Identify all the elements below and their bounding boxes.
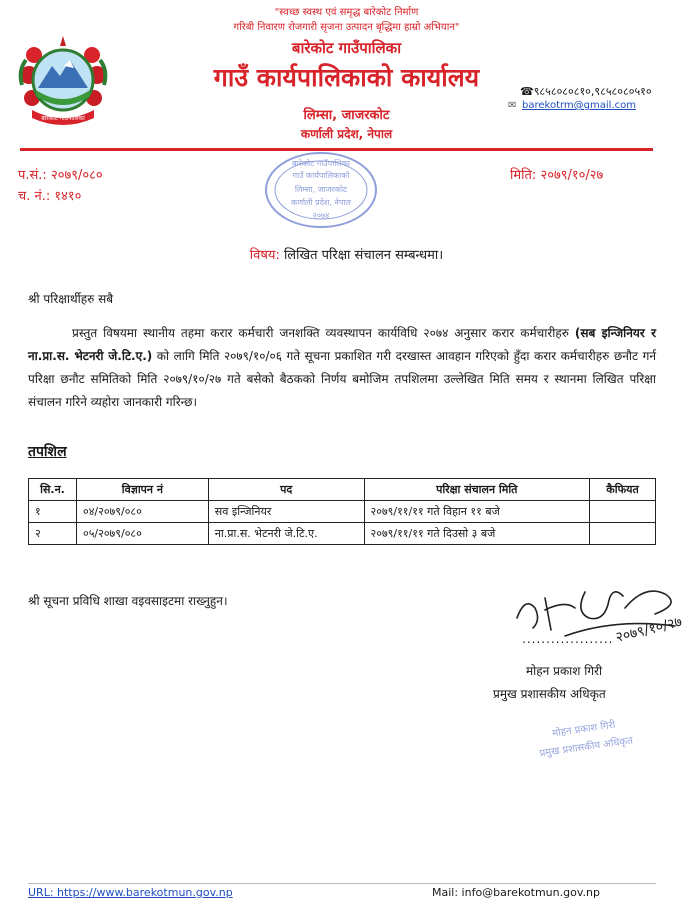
- slogan-line-2: गरिबी निवारण रोजगारी सृजना उत्पादन बृद्धिमा हाम्रो अभियान": [233, 22, 460, 33]
- date-label: मिति:: [510, 168, 537, 183]
- letter-date: [510, 165, 603, 183]
- body-posts: (सब इन्जिनियर र ना.प्रा.स. भेटनरी जे.टि.ए.): [28, 326, 656, 363]
- body-text-1: प्रस्तुत विषयमा स्थानीय तहमा करार कर्मचारी जनशक्ति व्यवस्थापन कार्यविधि २०७४ अनुसार करार कर्मचारीहरु: [72, 326, 569, 340]
- municipality-name: बारेकोट गाउँपालिका: [291, 39, 402, 57]
- signature-line: ...................: [522, 632, 614, 646]
- officer-stamp-line: प्रमुख प्रशासकीय अधिकृत: [539, 735, 634, 760]
- stamp-line: गाउँ कार्यपालिकाको: [292, 171, 350, 180]
- phone-contact: [520, 84, 652, 99]
- footer-divider: [28, 883, 656, 884]
- copy-to-note: श्री सूचना प्रविधि शाखा वइवसाइटमा राख्नुहुन।: [28, 594, 228, 608]
- officer-stamp: [520, 712, 650, 764]
- office-title: गाउँ कार्यपालिकाको कार्यालय: [213, 63, 480, 92]
- signatory-title: प्रमुख प्रशासकीय अधिकृत: [493, 687, 606, 701]
- column-header: पद: [208, 479, 364, 501]
- reference-label: प.सं.:: [18, 168, 47, 183]
- stamp-line: २०७४: [312, 211, 330, 220]
- date-value: २०७९/१०/२७: [540, 168, 604, 183]
- salutation: श्री परिक्षार्थीहरु सबै: [28, 292, 114, 306]
- office-stamp: [262, 150, 380, 230]
- table-cell: २: [29, 523, 77, 545]
- phone-icon: ☎: [520, 85, 534, 98]
- exam-schedule-table: [28, 478, 656, 545]
- stamp-line: बारेकोट गाउँपालिका: [292, 159, 350, 168]
- subject-label: विषय:: [249, 248, 280, 263]
- reference-value: २०७९/०८०: [50, 168, 103, 183]
- footer-mail: Mail: info@barekotmun.gov.np: [432, 886, 600, 899]
- officer-stamp-line: मोहन प्रकाश गिरी: [551, 719, 617, 740]
- table-cell: ०५/२०७९/०८०: [76, 523, 208, 545]
- table-cell: ना.प्रा.स. भेटनरी जे.टि.ए.: [208, 523, 364, 545]
- column-header: विज्ञापन नं: [76, 479, 208, 501]
- body-text-2: को लागि मिति २०७९/१०/०६ गते सूचना प्रकाशित गरी दरखास्त आवहान गरिएको हुँदा करार कर्मचारीहरु छनौट गर्न परिक्षा छनौट समितिको मिति २०७९/१०/२७ गते बसेको बैठकको निर्णय बमोजिम तपशिलमा उल्लेखित मिति समय र स्थानमा लिखित परिक्षा संचालन गरिने व्यहोरा जानकारी गरिन्छ।: [28, 349, 656, 409]
- column-header: कैफियत: [590, 479, 656, 501]
- emblem-ribbon-text: बारेकोट गाउँपालिका: [41, 115, 85, 122]
- subject-text: लिखित परिक्षा संचालन सम्बन्धमा।: [283, 248, 444, 263]
- footer-website-link[interactable]: URL: https://www.barekotmun.gov.np: [28, 886, 233, 899]
- dispatch-value: १४१०: [54, 189, 82, 204]
- table-cell: [590, 501, 656, 523]
- phone-number: ९८५८०८०८१०,९८५८०८०५१०: [533, 85, 652, 98]
- table-cell: ०४/२०७९/०८०: [76, 501, 208, 523]
- email-link[interactable]: barekotrm@gmail.com: [522, 100, 636, 111]
- table-header-row: [29, 479, 656, 501]
- stamp-line: कर्णाली प्रदेश, नेपाल: [291, 198, 351, 207]
- schedule-heading: तपशिल: [28, 444, 67, 460]
- column-header: सि.न.: [29, 479, 77, 501]
- office-province: कर्णाली प्रदेश, नेपाल: [300, 127, 393, 141]
- table-cell: २०७९/११/११ गते दिउसो ३ बजे: [364, 523, 590, 545]
- dispatch-label: च. नं.:: [18, 189, 51, 204]
- letter-subject: [0, 245, 693, 263]
- reference-number: [18, 165, 103, 183]
- stamp-line: लिम्सा, जाजरकोट: [294, 185, 348, 194]
- signature-date: २०७९/१०/२७: [614, 613, 684, 646]
- column-header: परिक्षा संचालन मिति: [364, 479, 590, 501]
- table-cell: सव इन्जिनियर: [208, 501, 364, 523]
- mail-icon: ✉: [508, 100, 517, 111]
- table-row: [29, 523, 656, 545]
- office-place: लिम्सा, जाजरकोट: [303, 108, 390, 123]
- letter-body: [28, 322, 656, 414]
- table-cell: १: [29, 501, 77, 523]
- table-cell: [590, 523, 656, 545]
- table-cell: २०७९/११/११ गते विहान ११ बजे: [364, 501, 590, 523]
- signatory-name: मोहन प्रकाश गिरी: [526, 664, 603, 678]
- table-row: [29, 501, 656, 523]
- dispatch-number: [18, 186, 81, 204]
- slogan-line-1: "स्वच्छ स्वस्थ एवं समृद्ध बारेकोट निर्माण: [274, 7, 419, 18]
